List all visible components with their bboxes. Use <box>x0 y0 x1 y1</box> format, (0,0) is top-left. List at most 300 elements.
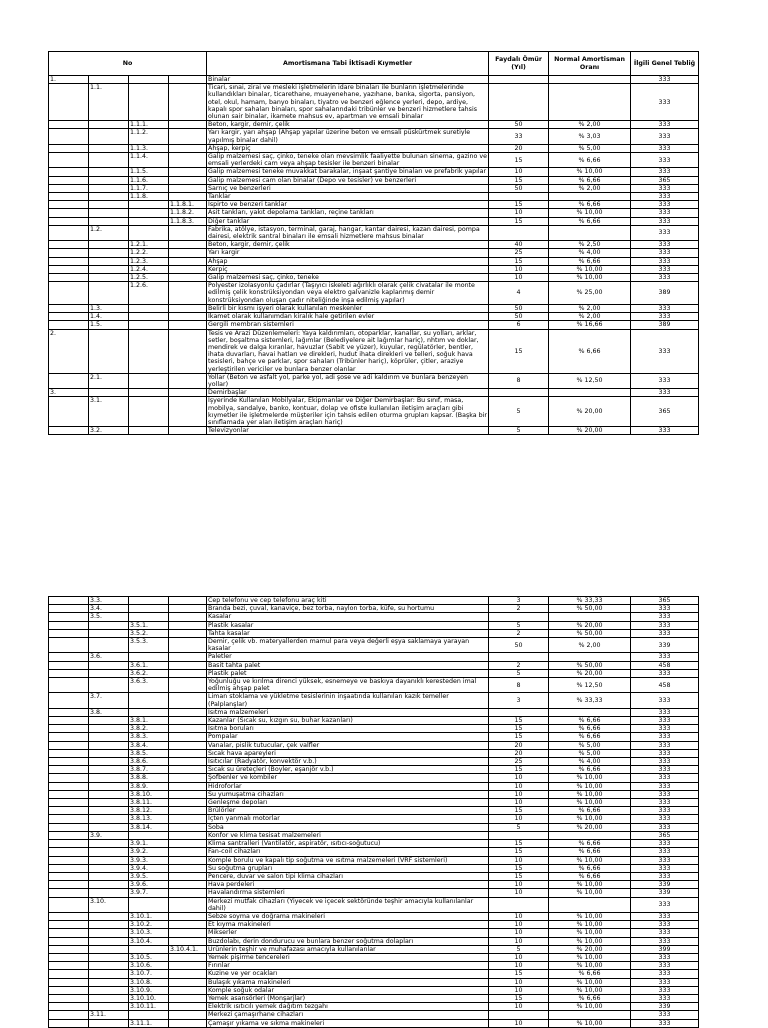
depreciation-rate: % 20,00 <box>549 669 631 677</box>
depreciation-rate: % 3,03 <box>549 129 631 144</box>
no-level-3: 3.9.6. <box>129 881 169 889</box>
no-level-2 <box>89 661 129 669</box>
useful-life: 10 <box>489 1003 549 1011</box>
no-level-3: 1.1.6. <box>129 176 169 184</box>
useful-life: 25 <box>489 249 549 257</box>
related-communique: 339 <box>631 1003 699 1011</box>
no-level-1: 3. <box>49 389 89 397</box>
no-level-3 <box>129 201 169 209</box>
related-communique: 333 <box>631 848 699 856</box>
table-row <box>49 621 699 629</box>
header-description: Amortismana Tabi İktisadi Kıymetler <box>207 52 489 76</box>
asset-description: Kuzine ve yer ocakları <box>207 970 489 978</box>
no-level-4 <box>169 978 207 986</box>
table-row <box>49 329 699 373</box>
asset-description: Beton, kargir, demir, çelik <box>207 241 489 249</box>
table-row <box>49 241 699 249</box>
no-level-3 <box>129 897 169 912</box>
no-level-4 <box>169 678 207 693</box>
table-row <box>49 758 699 766</box>
no-level-4 <box>169 184 207 192</box>
no-level-2 <box>89 265 129 273</box>
no-level-1 <box>49 840 89 848</box>
no-level-4 <box>169 597 207 605</box>
no-level-1 <box>49 708 89 716</box>
no-level-3: 3.8.7. <box>129 766 169 774</box>
table-row <box>49 265 699 273</box>
asset-description: Yollar (Beton ve asfalt yol, parke yol, adi şose ve adi kaldırım ve bunlara benzeyen yollar) <box>207 373 489 388</box>
table-row <box>49 274 699 282</box>
depreciation-rate: % 10,00 <box>549 1019 631 1027</box>
no-level-1 <box>49 176 89 184</box>
no-level-4 <box>169 168 207 176</box>
no-level-2 <box>89 782 129 790</box>
no-level-2 <box>89 249 129 257</box>
no-level-3 <box>129 321 169 329</box>
useful-life: 15 <box>489 201 549 209</box>
asset-description: Galip malzemesi saç, çinko, teneke olan mevsimlik faaliyette bulunan sinema, gazino ve emsali yerlerdeki cam veya ahşap tesisler ile benzeri binalar <box>208 153 487 168</box>
no-level-1 <box>49 129 89 144</box>
useful-life: 40 <box>489 241 549 249</box>
related-communique: 333 <box>631 265 699 273</box>
no-level-1 <box>49 1003 89 1011</box>
no-level-1 <box>49 872 89 880</box>
related-communique: 333 <box>631 613 699 621</box>
useful-life: 10 <box>489 889 549 897</box>
useful-life: 15 <box>489 717 549 725</box>
depreciation-table-1 <box>48 51 699 435</box>
no-level-3: 3.10.2. <box>129 921 169 929</box>
no-level-3 <box>129 84 169 121</box>
useful-life <box>489 193 549 201</box>
no-level-4 <box>169 1003 207 1011</box>
depreciation-rate: % 10,00 <box>549 774 631 782</box>
useful-life: 15 <box>489 733 549 741</box>
depreciation-rate: % 20,00 <box>549 621 631 629</box>
asset-description: Vanalar, pislik tutucular, çek valfler <box>207 741 489 749</box>
asset-description: Ürünlerin teşhir ve muhafazası amacıyla kullanılanlar <box>207 945 489 953</box>
no-level-1 <box>49 807 89 815</box>
no-level-4 <box>169 76 207 84</box>
no-level-2: 3.9. <box>89 831 129 839</box>
useful-life: 2 <box>489 661 549 669</box>
table-row <box>49 129 699 144</box>
useful-life: 5 <box>489 823 549 831</box>
asset-description: Fırınlar <box>207 962 489 970</box>
no-level-2 <box>89 217 129 225</box>
no-level-1 <box>49 994 89 1002</box>
related-communique: 389 <box>631 321 699 329</box>
asset-description: Plastik palet <box>207 669 489 677</box>
no-level-3: 3.10.10. <box>129 994 169 1002</box>
useful-life: 5 <box>489 397 549 427</box>
no-level-1 <box>49 241 89 249</box>
table-row <box>49 176 699 184</box>
no-level-1 <box>49 945 89 953</box>
asset-description: Isıtma boruları <box>207 725 489 733</box>
useful-life: 10 <box>489 799 549 807</box>
related-communique: 389 <box>631 282 699 305</box>
no-level-1 <box>49 799 89 807</box>
useful-life <box>489 708 549 716</box>
no-level-2 <box>89 848 129 856</box>
no-level-2 <box>89 758 129 766</box>
depreciation-rate: % 10,00 <box>549 881 631 889</box>
no-level-3 <box>129 427 169 435</box>
no-level-4 <box>169 653 207 661</box>
depreciation-rate: % 50,00 <box>549 661 631 669</box>
no-level-3: 1.1.5. <box>129 168 169 176</box>
no-level-4 <box>169 856 207 864</box>
no-level-3: 3.10.6. <box>129 962 169 970</box>
asset-description: İçten yanmalı motorlar <box>207 815 489 823</box>
depreciation-rate: % 5,00 <box>549 749 631 757</box>
asset-description: İşyerinde Kullanılan Mobilyalar, Ekipmanlar ve Diğer Demirbaşlar: Bu sınıf, masa, mobilya, sandalye, banko, kontuar, dolap ve ofiste kullanılan iletişim araçları gibi kıymetler ile işletmelerde müşteriler için tahsis edilen oturma grupları kapsar. (Başka bir sınıflamada yer alan iletişim araçları hariç) <box>208 397 487 426</box>
no-level-1 <box>49 693 89 708</box>
no-level-1 <box>49 184 89 192</box>
no-level-3: 1.1.7. <box>129 184 169 192</box>
no-level-4 <box>169 994 207 1002</box>
asset-description: Fabrika, atölye, istasyon, terminal, garaj, hangar, kantar dairesi, kazan dairesi, pompa dairesi, elektrik santral binaları ile emsali hizmetlere mahsus binalar <box>207 225 489 240</box>
no-level-2 <box>89 856 129 864</box>
table-page-1 <box>48 51 698 435</box>
table-row <box>49 313 699 321</box>
useful-life: 10 <box>489 978 549 986</box>
depreciation-rate: % 6,66 <box>549 176 631 184</box>
no-level-2 <box>89 749 129 757</box>
no-level-3: 3.8.9. <box>129 782 169 790</box>
useful-life: 20 <box>489 741 549 749</box>
depreciation-rate <box>549 613 631 621</box>
depreciation-rate: % 6,66 <box>549 864 631 872</box>
useful-life: 10 <box>489 921 549 929</box>
no-level-1 <box>49 373 89 388</box>
depreciation-rate: % 5,00 <box>549 741 631 749</box>
header-useful-life: Faydalı Ömür (Yıl) <box>489 52 549 76</box>
no-level-3: 3.8.1. <box>129 717 169 725</box>
table-row <box>49 986 699 994</box>
table-row <box>49 678 699 693</box>
related-communique: 333 <box>631 144 699 152</box>
depreciation-rate: % 10,00 <box>549 978 631 986</box>
depreciation-rate: % 6,66 <box>549 725 631 733</box>
related-communique: 365 <box>631 597 699 605</box>
no-level-3: 3.9.3. <box>129 856 169 864</box>
no-level-2 <box>89 741 129 749</box>
no-level-2 <box>89 201 129 209</box>
depreciation-rate: % 2,00 <box>549 304 631 312</box>
related-communique: 339 <box>631 638 699 653</box>
no-level-1 <box>49 217 89 225</box>
asset-description: İkamet olarak kullanımdan kiralık hale getirilen evler <box>207 313 489 321</box>
no-level-3: 3.10.7. <box>129 970 169 978</box>
no-level-3: 1.1.8. <box>129 193 169 201</box>
asset-description: Yarı kargir, yarı ahşap (Ahşap yapılar üzerine beton ve emsali püskürtmek suretiyle yapılmış binalar dahil) <box>207 129 489 144</box>
related-communique: 333 <box>631 815 699 823</box>
no-level-1 <box>49 397 89 427</box>
useful-life <box>489 76 549 84</box>
table-row <box>49 168 699 176</box>
no-level-4 <box>169 929 207 937</box>
no-level-1 <box>49 653 89 661</box>
asset-description: Yemek asansörleri (Monşarjlar) <box>207 994 489 1002</box>
useful-life: 10 <box>489 815 549 823</box>
useful-life <box>489 831 549 839</box>
depreciation-rate: % 10,00 <box>549 168 631 176</box>
no-level-3: 1.2.6. <box>129 282 169 305</box>
no-level-3 <box>129 597 169 605</box>
table-row <box>49 613 699 621</box>
no-level-1 <box>49 193 89 201</box>
no-level-4 <box>169 329 207 373</box>
asset-description: Su yumuşatma cihazları <box>207 790 489 798</box>
no-level-2 <box>89 184 129 192</box>
table-row <box>49 201 699 209</box>
table-row <box>49 257 699 265</box>
useful-life: 2 <box>489 629 549 637</box>
no-level-3 <box>129 217 169 225</box>
no-level-3 <box>129 304 169 312</box>
related-communique: 333 <box>631 912 699 920</box>
no-level-2: 2.1. <box>89 373 129 388</box>
table-row <box>49 304 699 312</box>
table-row <box>49 282 699 305</box>
table-row <box>49 389 699 397</box>
no-level-2: 3.8. <box>89 708 129 716</box>
asset-description: Televizyonlar <box>207 427 489 435</box>
no-level-3 <box>129 389 169 397</box>
related-communique: 333 <box>631 986 699 994</box>
no-level-4 <box>169 815 207 823</box>
no-level-1 <box>49 978 89 986</box>
no-level-2 <box>89 945 129 953</box>
table-row <box>49 840 699 848</box>
table-row <box>49 121 699 129</box>
table-row <box>49 978 699 986</box>
depreciation-rate: % 10,00 <box>549 274 631 282</box>
table-row <box>49 897 699 912</box>
related-communique: 333 <box>631 153 699 168</box>
asset-description: Klima santralleri (Vantilatör, aspiratör, ısıtıcı-soğutucu) <box>207 840 489 848</box>
depreciation-rate: % 20,00 <box>549 823 631 831</box>
asset-description: Yoğunluğu ve kırılma direnci yüksek, esnemeye ve baskıya dayanıklı keresteden imal edilmiş ahşap palet <box>207 678 489 693</box>
related-communique: 333 <box>631 921 699 929</box>
useful-life: 50 <box>489 184 549 192</box>
no-level-2 <box>89 638 129 653</box>
related-communique: 333 <box>631 872 699 880</box>
no-level-2 <box>89 1019 129 1027</box>
useful-life: 10 <box>489 962 549 970</box>
no-level-1 <box>49 597 89 605</box>
table-row <box>49 605 699 613</box>
no-level-1 <box>49 970 89 978</box>
no-level-4 <box>169 129 207 144</box>
depreciation-table-2 <box>48 596 699 1028</box>
no-level-3: 3.5.2. <box>129 629 169 637</box>
no-level-2 <box>89 129 129 144</box>
useful-life <box>489 653 549 661</box>
depreciation-rate: % 10,00 <box>549 912 631 920</box>
related-communique: 333 <box>631 807 699 815</box>
depreciation-rate: % 6,66 <box>549 994 631 1002</box>
no-level-3: 3.8.12. <box>129 807 169 815</box>
no-level-1 <box>49 613 89 621</box>
useful-life: 50 <box>489 304 549 312</box>
no-level-3: 1.1.2. <box>129 129 169 144</box>
asset-description: Su soğutma grupları <box>207 864 489 872</box>
table-row <box>49 790 699 798</box>
related-communique: 333 <box>631 970 699 978</box>
no-level-1 <box>49 274 89 282</box>
no-level-2 <box>89 629 129 637</box>
asset-description: Hidroforlar <box>207 782 489 790</box>
asset-description: Komple soğuk odalar <box>207 986 489 994</box>
depreciation-rate: % 10,00 <box>549 799 631 807</box>
no-level-4: 3.10.4.1. <box>169 945 207 953</box>
table-row <box>49 749 699 757</box>
useful-life <box>489 897 549 912</box>
no-level-1 <box>49 168 89 176</box>
related-communique: 333 <box>631 790 699 798</box>
no-level-2 <box>89 807 129 815</box>
useful-life: 8 <box>489 678 549 693</box>
useful-life: 10 <box>489 912 549 920</box>
no-level-1 <box>49 1019 89 1027</box>
asset-description: Pompalar <box>207 733 489 741</box>
no-level-3 <box>129 708 169 716</box>
depreciation-rate: % 10,00 <box>549 782 631 790</box>
depreciation-rate: % 10,00 <box>549 889 631 897</box>
no-level-3: 3.9.4. <box>129 864 169 872</box>
asset-description: Komple borulu ve kapalı tip soğutma ve ısıtma malzemeleri (VRF sistemleri) <box>207 856 489 864</box>
no-level-3 <box>129 1011 169 1019</box>
no-level-4: 1.1.8.1. <box>169 201 207 209</box>
useful-life: 5 <box>489 945 549 953</box>
related-communique: 339 <box>631 889 699 897</box>
no-level-3: 3.8.13. <box>129 815 169 823</box>
related-communique: 333 <box>631 741 699 749</box>
related-communique: 399 <box>631 945 699 953</box>
related-communique: 333 <box>631 629 699 637</box>
useful-life: 15 <box>489 970 549 978</box>
table-row <box>49 774 699 782</box>
no-level-1 <box>49 321 89 329</box>
depreciation-rate <box>549 831 631 839</box>
related-communique: 333 <box>631 76 699 84</box>
useful-life: 15 <box>489 176 549 184</box>
no-level-2: 3.10. <box>89 897 129 912</box>
no-level-3: 3.8.14. <box>129 823 169 831</box>
related-communique: 333 <box>631 749 699 757</box>
asset-description: Elektrik ısıtıcılı yemek dağıtım tezgahı <box>207 1003 489 1011</box>
asset-description: Ahşap, kerpiç <box>207 144 489 152</box>
no-level-1 <box>49 790 89 798</box>
table-row <box>49 994 699 1002</box>
no-level-4 <box>169 725 207 733</box>
depreciation-rate: % 2,00 <box>549 184 631 192</box>
no-level-2 <box>89 144 129 152</box>
no-level-1 <box>49 638 89 653</box>
table-row <box>49 717 699 725</box>
no-level-2 <box>89 970 129 978</box>
no-level-4 <box>169 176 207 184</box>
table-row <box>49 872 699 880</box>
no-level-3 <box>129 945 169 953</box>
no-level-3: 1.2.4. <box>129 265 169 273</box>
no-level-1 <box>49 953 89 961</box>
asset-description: Ticari, sınai, zirai ve mesleki işletmelerin idare binaları ile bunların işletmelerinde kullandıkları binalar, ticarethane, muayenehane, yazıhane, banka, sigorta, pansiyon, otel, okul, hamam, banyo binaları, tiyatro ve benzeri eğlence yerleri, depo, ardiye, kapalı spor sahaları binaları, spor sahalarındaki tribünler ve benzeri hizmetlere tahsis olunan sair binalar, ikamete mahsus ev, apartman ve emsali binalar <box>207 84 489 121</box>
no-level-3: 3.6.3. <box>129 678 169 693</box>
useful-life: 15 <box>489 725 549 733</box>
depreciation-rate: % 6,66 <box>549 840 631 848</box>
no-level-4: 1.1.8.3. <box>169 217 207 225</box>
table-row <box>49 321 699 329</box>
table-row <box>49 921 699 929</box>
no-level-2 <box>89 733 129 741</box>
no-level-4 <box>169 790 207 798</box>
no-level-1 <box>49 848 89 856</box>
no-level-1 <box>49 889 89 897</box>
table-row <box>49 799 699 807</box>
no-level-4 <box>169 897 207 912</box>
no-level-2 <box>89 176 129 184</box>
useful-life: 33 <box>489 129 549 144</box>
no-level-3 <box>129 693 169 708</box>
depreciation-rate: % 6,66 <box>549 970 631 978</box>
no-level-4 <box>169 389 207 397</box>
related-communique: 333 <box>631 823 699 831</box>
no-level-3: 1.2.2. <box>129 249 169 257</box>
no-level-4 <box>169 629 207 637</box>
no-level-1 <box>49 897 89 912</box>
no-level-3: 1.2.5. <box>129 274 169 282</box>
no-level-3 <box>129 76 169 84</box>
no-level-3 <box>129 373 169 388</box>
depreciation-rate: % 10,00 <box>549 1003 631 1011</box>
no-level-4 <box>169 749 207 757</box>
asset-description: Fan-coil cihazları <box>207 848 489 856</box>
asset-description: Havalandırma sistemleri <box>207 889 489 897</box>
depreciation-rate: % 6,66 <box>549 872 631 880</box>
related-communique: 333 <box>631 184 699 192</box>
depreciation-rate: % 10,00 <box>549 856 631 864</box>
useful-life: 5 <box>489 669 549 677</box>
asset-description: Binalar <box>207 76 489 84</box>
no-level-2 <box>89 209 129 217</box>
useful-life: 10 <box>489 168 549 176</box>
no-level-4 <box>169 427 207 435</box>
asset-description: Sıcak su üreteçleri (Boyler, eşanjör v.b.) <box>207 766 489 774</box>
no-level-4 <box>169 153 207 168</box>
table-row <box>49 76 699 84</box>
no-level-4 <box>169 304 207 312</box>
table-row <box>49 856 699 864</box>
no-level-1 <box>49 225 89 240</box>
related-communique: 333 <box>631 897 699 912</box>
no-level-4 <box>169 840 207 848</box>
no-level-2: 3.6. <box>89 653 129 661</box>
asset-description: Mikserler <box>207 929 489 937</box>
no-level-3: 3.8.10. <box>129 790 169 798</box>
asset-description: Isıtıcılar (Radyatör, konvektör v.b.) <box>207 758 489 766</box>
depreciation-rate: % 33,33 <box>549 597 631 605</box>
depreciation-rate <box>549 1011 631 1019</box>
depreciation-rate: % 10,00 <box>549 790 631 798</box>
no-level-2 <box>89 994 129 1002</box>
related-communique: 333 <box>631 774 699 782</box>
no-level-3: 3.8.11. <box>129 799 169 807</box>
no-level-2 <box>89 815 129 823</box>
